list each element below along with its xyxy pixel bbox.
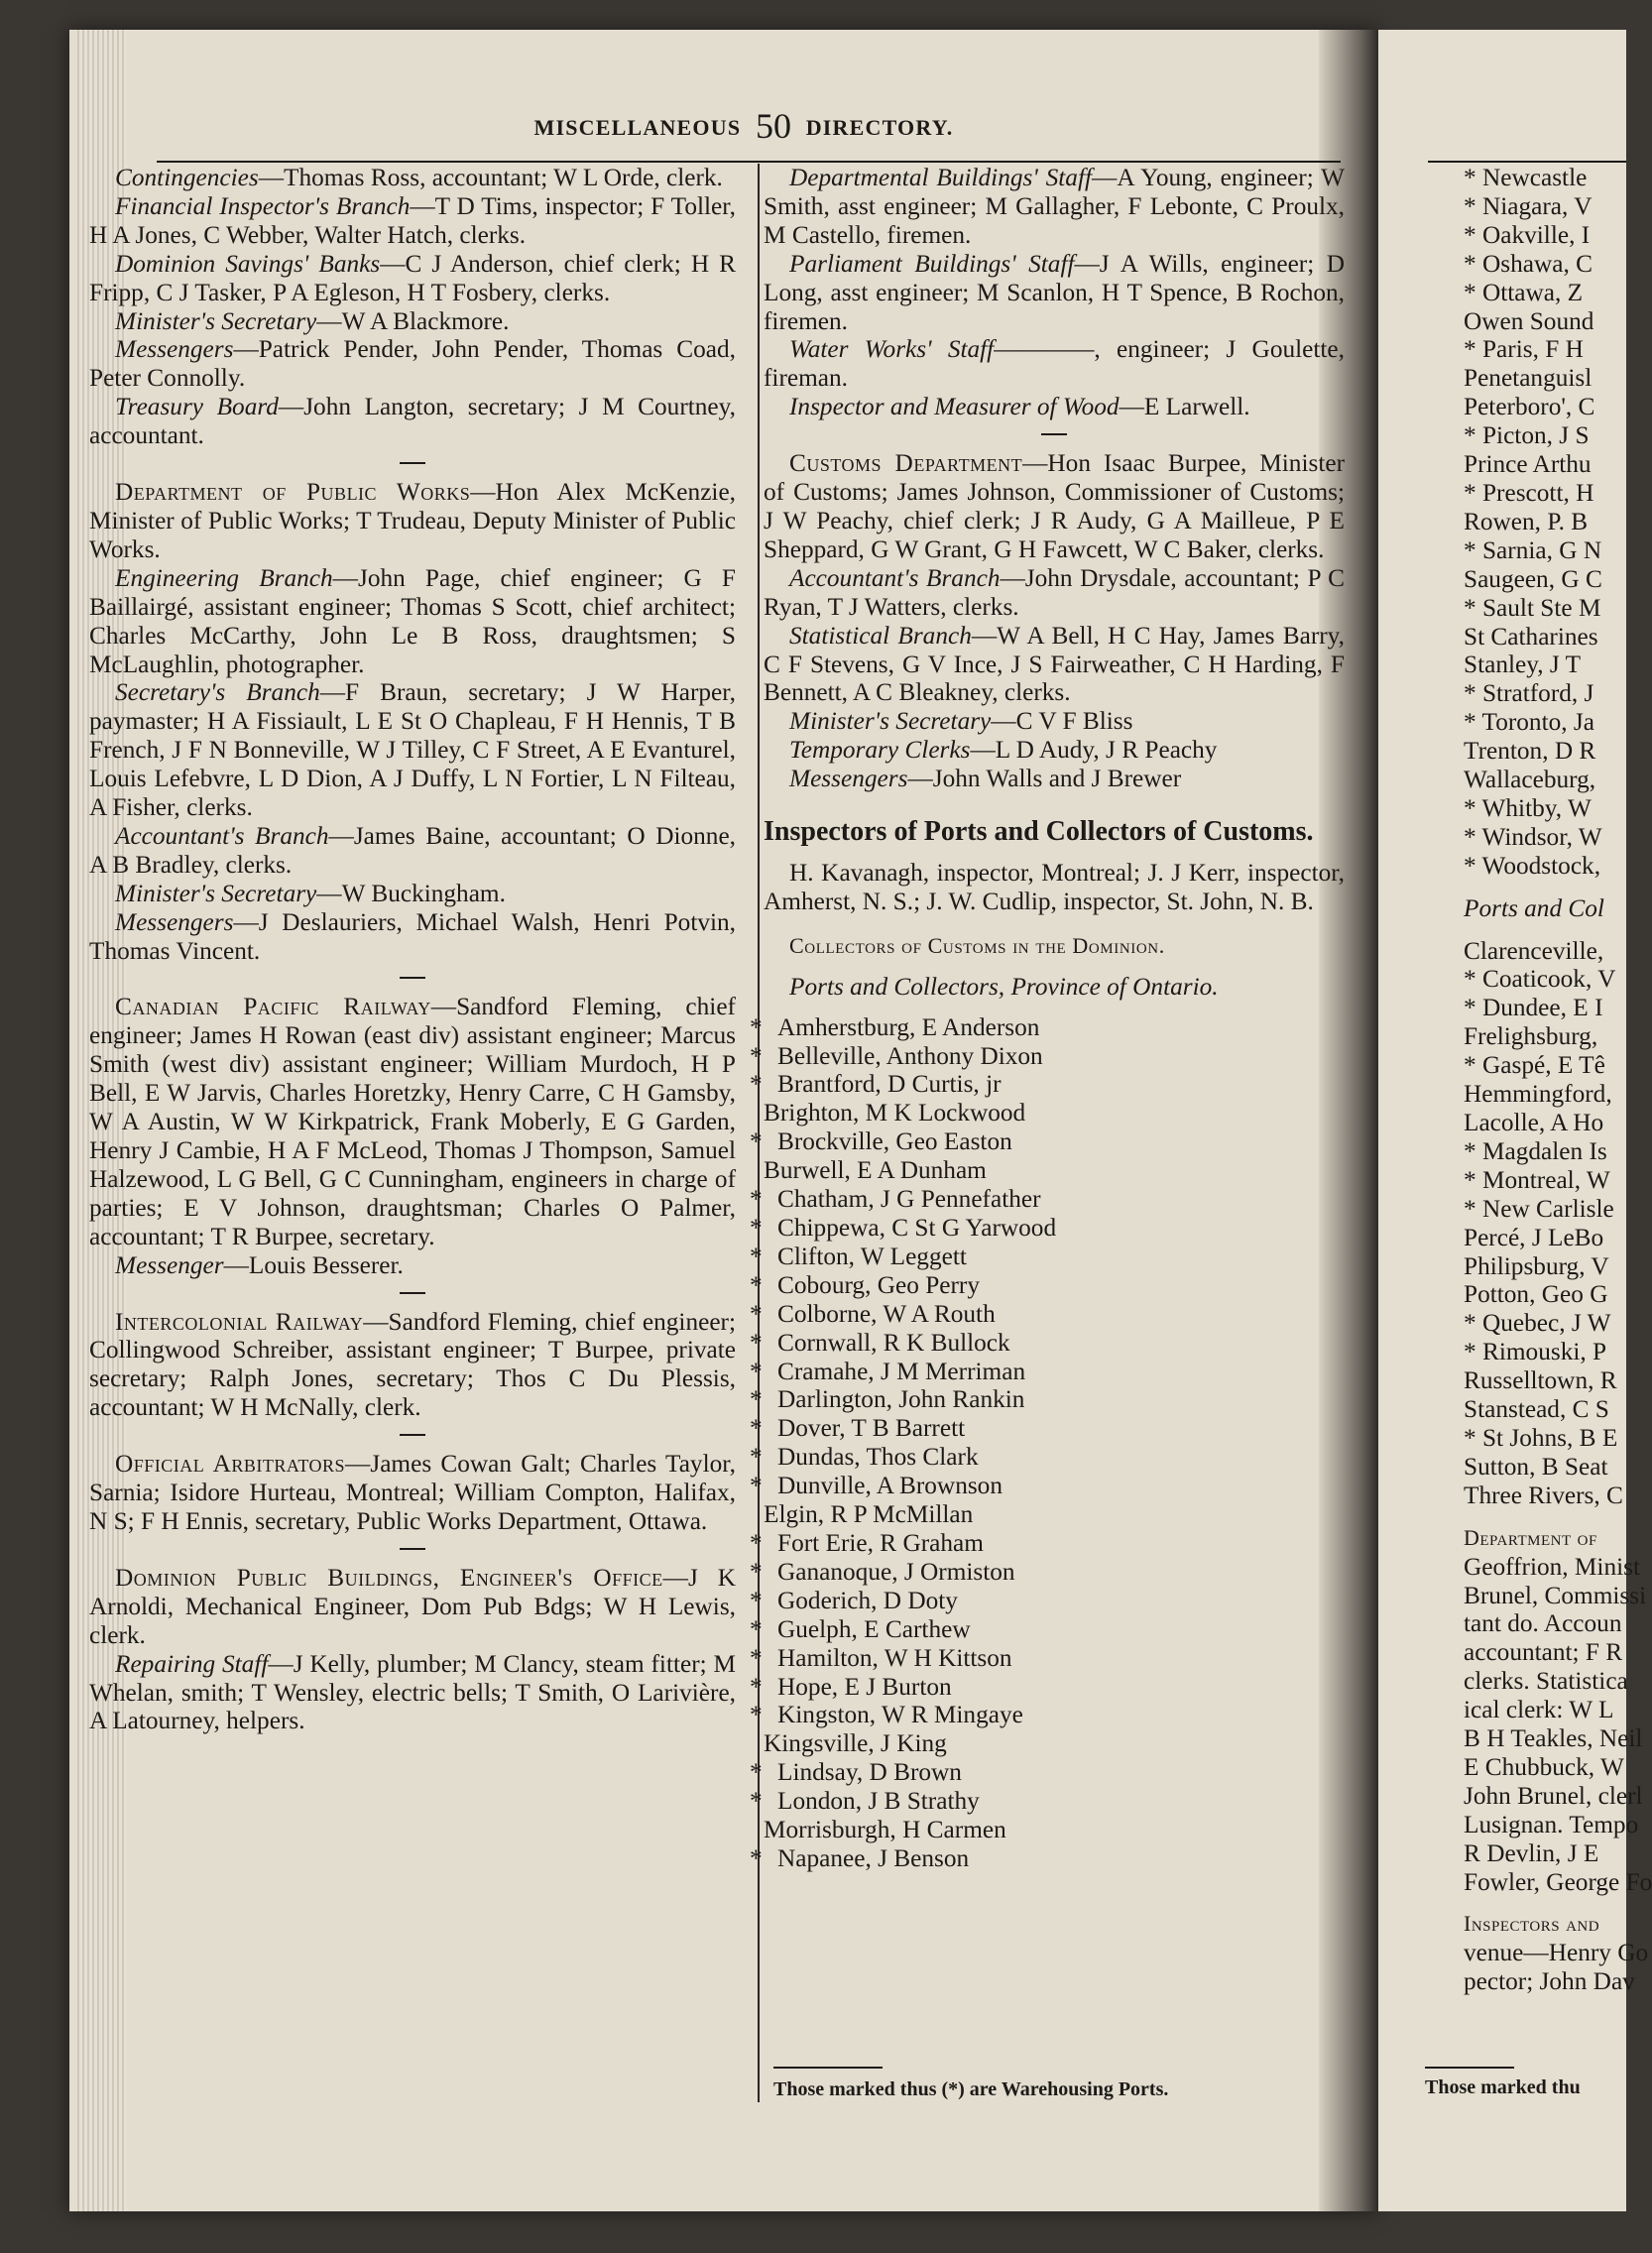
footnote: Those marked thus (*) are Warehousing Ports. <box>773 2078 1169 2100</box>
port-text: Amherstburg, E Anderson <box>777 1012 1040 1041</box>
entry-text: —J Kelly, plumber; M Clancy, steam fitter; M Whelan, smith; T Wensley, electric bells; T Smith, O Larivière, A Latourney, helpers. <box>89 1649 737 1735</box>
right-page-line: * Picton, J S <box>1464 421 1590 450</box>
port-text: Napanee, J Benson <box>777 1843 970 1872</box>
page-number: 50 <box>755 106 791 146</box>
port-entry <box>750 1070 1345 1099</box>
warehousing-mark: * <box>750 1528 763 1557</box>
header-left: MISCELLANEOUS <box>533 115 742 140</box>
entry-text: —Hon Isaac Burpee, Minister of Customs; James Johnson, Commissioner of Customs; J W Peachy, chief clerk; J R Audy, G A Mailleue, P E Sheppard, G W Grant, G H Fawcett, W C Baker, clerks. <box>764 449 1345 563</box>
entry-text: —A Young, engineer; W Smith, asst engineer; M Gallagher, F Lebonte, C Proulx, M Castello, firemen. <box>764 164 1346 249</box>
right-page-line: Peterboro', C <box>1464 393 1595 421</box>
warehousing-mark: * <box>750 1185 763 1214</box>
directory-entry <box>89 1650 736 1736</box>
port-entry <box>750 1586 1345 1615</box>
warehousing-mark: * <box>750 1012 763 1041</box>
port-entry <box>750 1328 1345 1358</box>
entry-title: Accountant's Branch <box>789 563 1001 592</box>
port-entry <box>750 1127 1345 1156</box>
warehousing-mark: * <box>750 1214 763 1242</box>
page-header <box>486 105 1002 147</box>
right-page-line: venue—Henry Go <box>1464 1939 1649 1967</box>
port-entry <box>764 1099 1345 1127</box>
spacer <box>1464 881 1652 894</box>
entry-title: Messengers <box>115 335 234 364</box>
directory-entry <box>764 707 1345 736</box>
entry-title: Messenger <box>115 1250 224 1279</box>
port-text: Cobourg, Geo Perry <box>777 1270 980 1299</box>
right-page-line: Stanley, J T <box>1464 651 1582 679</box>
warehousing-mark: * <box>750 1270 763 1299</box>
entry-text: —Patrick Pender, John Pender, Thomas Coad, Peter Connolly. <box>89 335 736 393</box>
header-rule <box>157 161 1341 163</box>
port-entry <box>750 1643 1345 1673</box>
port-entry <box>764 1729 1345 1758</box>
department-name: Dominion Public Buildings, Engineer's Office <box>115 1563 663 1592</box>
department-name: Department of Public Works <box>115 478 471 507</box>
right-page-line: Frelighsburg, <box>1464 1022 1598 1051</box>
entry-title: Departmental Buildings' Staff <box>789 164 1093 191</box>
right-page-line: Ports and Col <box>1464 893 1604 922</box>
department-name: Customs Department <box>789 449 1023 478</box>
port-text: Darlington, John Rankin <box>777 1385 1025 1414</box>
entry-title: Engineering Branch <box>115 563 333 592</box>
port-text: Morrisburgh, H Carmen <box>764 1816 1006 1844</box>
port-text: Brighton, M K Lockwood <box>764 1099 1026 1127</box>
right-page-line: * Quebec, J W <box>1464 1309 1611 1338</box>
directory-entry <box>89 880 736 908</box>
entry-text: —Hon Alex McKenzie, Minister of Public Works; T Trudeau, Deputy Minister of Public Works. <box>89 478 736 563</box>
department-name: Official Arbitrators <box>115 1450 346 1479</box>
right-page-line: Prince Arthu <box>1464 450 1592 479</box>
entry-title: Messengers <box>115 907 234 936</box>
port-entry <box>750 1270 1345 1300</box>
entry-text: —John Langton, secretary; J M Courtney, accountant. <box>89 393 736 450</box>
department-name: Canadian Pacific Railway <box>115 993 431 1021</box>
section-divider <box>400 977 425 979</box>
port-entry <box>764 1156 1345 1185</box>
right-page-line: Rowen, P. B <box>1464 507 1589 535</box>
port-entry <box>764 1816 1345 1844</box>
section-heading: Inspectors of Ports and Collectors of Customs. <box>764 816 1314 848</box>
entry-text: —John Page, chief engineer; G F Baillairgé, assistant engineer; Thomas S Scott, chief architect; Charles McCarthy, John Le B Ross, draughtsmen; S McLaughlin, photographer. <box>89 563 736 678</box>
entry-title: Accountant's Branch <box>115 821 329 850</box>
right-page-line: John Brunel, clerl <box>1464 1781 1643 1810</box>
port-entry <box>750 1672 1345 1702</box>
port-text: Cramahe, J M Merriman <box>777 1357 1026 1385</box>
port-entry <box>750 1472 1345 1500</box>
port-text: Cornwall, R K Bullock <box>777 1328 1010 1357</box>
entry-title: Parliament Buildings' Staff <box>789 249 1075 278</box>
warehousing-mark: * <box>750 1328 763 1357</box>
directory-entry <box>89 393 736 450</box>
entry-text: —L D Audy, J R Peachy <box>970 736 1218 765</box>
right-page-line: tant do. Accoun <box>1464 1609 1622 1638</box>
port-entry <box>750 1614 1345 1644</box>
directory-entry <box>764 250 1345 336</box>
warehousing-mark: * <box>750 1242 763 1270</box>
right-page-line: Three Rivers, C <box>1464 1481 1623 1509</box>
right-page-line: Sutton, B Seat <box>1464 1452 1608 1481</box>
directory-entry <box>764 164 1345 250</box>
warehousing-mark: * <box>750 1586 763 1614</box>
warehousing-mark: * <box>750 1758 763 1787</box>
right-page-line: E Chubbuck, W <box>1464 1752 1624 1781</box>
warehousing-mark: * <box>750 1443 763 1472</box>
right-page-line: * Rimouski, P <box>1464 1338 1607 1366</box>
right-page-line: * Sault Ste M <box>1464 593 1601 622</box>
entry-title: Dominion Savings' Banks <box>115 249 381 278</box>
right-page-line: accountant; F R <box>1464 1638 1623 1667</box>
port-entry <box>750 1843 1345 1873</box>
port-text: Belleville, Anthony Dixon <box>777 1041 1043 1070</box>
right-page-line: clerks. Statistica <box>1464 1667 1628 1696</box>
directory-entry <box>764 859 1345 916</box>
right-page-line: Brunel, Commissi <box>1464 1581 1647 1609</box>
directory-entry <box>89 335 736 393</box>
port-text: Kingston, W R Mingaye <box>777 1701 1023 1729</box>
directory-entry <box>89 822 736 880</box>
port-text: Guelph, E Carthew <box>777 1614 971 1643</box>
entry-title: Inspector and Measurer of Wood <box>789 393 1120 421</box>
port-entry <box>750 1357 1345 1386</box>
directory-entry <box>89 678 736 822</box>
entry-text: —W A Blackmore. <box>316 306 510 335</box>
port-text: Hope, E J Burton <box>777 1672 952 1701</box>
entry-title: Financial Inspector's Branch <box>115 191 411 220</box>
entry-text: —James Cowan Galt; Charles Taylor, Sarnia; Isidore Hurteau, Montreal; William Compton, Halifax, N S; F H Ennis, secretary, Public Works Department, Ottawa. <box>89 1450 736 1535</box>
warehousing-mark: * <box>750 1701 763 1729</box>
port-text: Brockville, Geo Easton <box>777 1127 1012 1156</box>
directory-entry <box>89 1450 736 1536</box>
spacer <box>1464 1896 1652 1910</box>
right-page-line: Inspectors and <box>1464 1911 1600 1937</box>
right-page-line: * New Carlisle <box>1464 1194 1614 1223</box>
entry-text: —Sandford Fleming, chief engineer; Collingwood Schreiber, assistant engineer; T Burpee, private secretary; Ralph Jones, secretary; Thos C Du Plessis, accountant; W H McNally, clerk. <box>89 1307 736 1422</box>
right-page-line: Philipsburg, V <box>1464 1251 1609 1280</box>
port-text: Fort Erie, R Graham <box>777 1528 984 1557</box>
entry-text: —E Larwell. <box>1119 393 1250 421</box>
entry-text: —Thomas Ross, accountant; W L Orde, clerk. <box>258 164 723 191</box>
port-text: Dunville, A Brownson <box>777 1472 1003 1500</box>
entry-text: —J K Arnoldi, Mechanical Engineer, Dom Pub Bdgs; W H Lewis, clerk. <box>89 1563 737 1649</box>
right-page-line: Department of <box>1464 1524 1597 1550</box>
section-divider <box>400 462 425 464</box>
directory-entry <box>89 192 736 250</box>
right-page-line: * Toronto, Ja <box>1464 708 1594 737</box>
subsection-heading: Collectors of Customs in the Dominion. <box>789 932 1165 958</box>
right-page-line: * Coaticook, V <box>1464 965 1616 994</box>
footnote-rule <box>773 2067 883 2069</box>
right-page-line: Potton, Geo G <box>1464 1280 1608 1309</box>
right-page-line: * Whitby, W <box>1464 793 1592 822</box>
middle-column <box>750 164 1346 1873</box>
warehousing-mark: * <box>750 1557 763 1586</box>
directory-entry <box>89 478 736 564</box>
right-page-line: Owen Sound <box>1464 306 1594 335</box>
entry-text: —John Drysdale, accountant; P C Ryan, T J Watters, clerks. <box>764 563 1345 621</box>
section-divider <box>1041 433 1067 435</box>
section-divider <box>400 1292 425 1294</box>
right-page-line: Lacolle, A Ho <box>1464 1109 1604 1136</box>
entry-text: —J Deslauriers, Michael Walsh, Henri Potvin, Thomas Vincent. <box>89 907 736 965</box>
port-text: Dundas, Thos Clark <box>777 1443 979 1472</box>
entry-text: —John Walls and J Brewer <box>907 765 1182 793</box>
entry-title: Statistical Branch <box>789 621 972 650</box>
warehousing-mark: * <box>750 1127 763 1156</box>
right-page-line: * Ottawa, Z <box>1464 278 1584 306</box>
right-page-line: * Sarnia, G N <box>1464 535 1602 564</box>
right-page-line: Hemmingford, <box>1464 1080 1612 1109</box>
entry-title: Water Works' Staff <box>789 335 995 364</box>
directory-entry <box>89 307 736 336</box>
right-page-rule <box>1428 161 1626 163</box>
port-text: Burwell, E A Dunham <box>764 1156 987 1185</box>
right-page-line: Geoffrion, Minist <box>1464 1552 1641 1581</box>
right-page-line: * Montreal, W <box>1464 1165 1610 1194</box>
port-text: Hamilton, W H Kittson <box>777 1643 1012 1672</box>
department-name: Intercolonial Railway <box>115 1307 364 1336</box>
port-text: Brantford, D Curtis, jr <box>777 1070 1002 1099</box>
right-page-line: ical clerk: W L <box>1464 1696 1614 1724</box>
warehousing-mark: * <box>750 1672 763 1701</box>
section-divider <box>400 1434 425 1436</box>
directory-entry <box>89 164 736 192</box>
directory-entry <box>764 335 1345 393</box>
right-page-line: * Dundee, E I <box>1464 994 1603 1022</box>
right-footnote-rule <box>1425 2067 1514 2069</box>
port-entry <box>750 1443 1345 1472</box>
warehousing-mark: * <box>750 1614 763 1643</box>
right-page-column <box>1464 164 1652 1996</box>
entry-text: H. Kavanagh, inspector, Montreal; J. J Kerr, inspector, Amherst, N. S.; J. W. Cudlip, inspector, St. John, N. B. <box>764 859 1345 915</box>
directory-entry <box>764 622 1345 708</box>
right-page-line: B H Teakles, Neil <box>1464 1724 1643 1753</box>
port-text: Chippewa, C St G Yarwood <box>777 1214 1057 1242</box>
port-text: London, J B Strathy <box>777 1787 980 1816</box>
port-entry <box>750 1787 1345 1816</box>
right-page-line: Fowler, George Fo <box>1464 1867 1652 1896</box>
port-text: Dover, T B Barrett <box>777 1414 966 1443</box>
right-page-line: Trenton, D R <box>1464 737 1596 766</box>
right-page-line: * Windsor, W <box>1464 822 1602 851</box>
province-heading: Ports and Collectors, Province of Ontario. <box>789 972 1219 1001</box>
section-divider <box>400 1548 425 1550</box>
header-right: DIRECTORY. <box>805 115 954 140</box>
warehousing-mark: * <box>750 1787 763 1816</box>
port-entry <box>750 1299 1345 1329</box>
port-text: Colborne, W A Routh <box>777 1299 996 1328</box>
right-page-line: Clarenceville, <box>1464 936 1604 965</box>
right-page-line: pector; John Dav <box>1464 1967 1635 1996</box>
left-column <box>89 164 736 1735</box>
port-text: Lindsay, D Brown <box>777 1758 962 1787</box>
directory-entry <box>764 393 1345 421</box>
port-text: Gananoque, J Ormiston <box>777 1557 1015 1586</box>
entry-title: Minister's Secretary <box>115 879 317 907</box>
entry-text: —C J Anderson, chief clerk; H R Fripp, C J Tasker, P A Egleson, H T Fosbery, clerks. <box>89 249 737 306</box>
port-text: Kingsville, J King <box>764 1729 947 1758</box>
right-page-line: * Oakville, I <box>1464 220 1591 249</box>
port-entry <box>764 1500 1345 1529</box>
spacer <box>1464 1510 1652 1524</box>
entry-title: Minister's Secretary <box>789 707 992 736</box>
spacer <box>1464 923 1652 937</box>
right-page-line: Lusignan. Tempo <box>1464 1810 1639 1838</box>
entry-text: —T D Tims, inspector; F Toller, H A Jones, C Webber, Walter Hatch, clerks. <box>89 191 736 249</box>
right-page-line: * St Johns, B E <box>1464 1423 1618 1452</box>
right-page-line: Wallaceburg, <box>1464 766 1596 794</box>
right-page-line: Penetanguisl <box>1464 364 1593 393</box>
entry-text: —F Braun, secretary; J W Harper, paymaster; H A Fissiault, L E St O Chapleau, F H Hennis, T B French, J F N Bonneville, W J Tilley, C F Street, A E Evanturel, Louis Lefebvre, L D Dion, A J Duffy, L N Fortier, L N Filteau, A Fisher, clerks. <box>89 678 736 822</box>
directory-entry <box>89 908 736 966</box>
right-page-line: * Niagara, V <box>1464 191 1593 220</box>
port-entry <box>750 1242 1345 1271</box>
port-entry <box>750 1041 1345 1071</box>
directory-entry <box>89 250 736 307</box>
right-page-line: Stanstead, C S <box>1464 1395 1609 1424</box>
port-text: Elgin, R P McMillan <box>764 1500 974 1529</box>
port-entry <box>750 1528 1345 1558</box>
directory-entry <box>764 736 1345 765</box>
right-page-line: R Devlin, J E <box>1464 1838 1599 1867</box>
warehousing-mark: * <box>750 1299 763 1328</box>
warehousing-mark: * <box>750 1414 763 1443</box>
directory-entry <box>764 449 1345 564</box>
entry-text: —C V F Bliss <box>991 707 1133 736</box>
port-entry <box>750 1214 1345 1243</box>
entry-text: —James Baine, accountant; O Dionne, A B Bradley, clerks. <box>89 821 736 879</box>
port-entry <box>750 1012 1345 1042</box>
port-text: Chatham, J G Pennefather <box>777 1185 1041 1214</box>
entry-text: —Sandford Fleming, chief engineer; James H Rowan (east div) assistant engineer; Marcus Smith (west div) assistant engineer; William Murdoch, H P Bell, E W Jarvis, Charles Horetzky, Henry Carre, C H Gamsby, W A Austin, W W Kirkpatrick, Frank Moberly, E G Garden, Henry J Cambie, H A F McLeod, Thomas J Thompson, Samuel Halzewood, L G Bell, G C Cunningham, engineers in charge of parties; E V Johnson, draughtsman; Charles O Palmer, accountant; T R Burpee, secretary. <box>89 993 736 1250</box>
warehousing-mark: * <box>750 1643 763 1672</box>
warehousing-mark: * <box>750 1041 763 1070</box>
entry-title: Messengers <box>789 765 908 793</box>
right-page-line: * Gaspé, E Tê <box>1464 1051 1605 1080</box>
entry-text: —W Buckingham. <box>316 879 506 907</box>
port-entry <box>750 1185 1345 1214</box>
entry-title: Temporary Clerks <box>789 736 971 765</box>
directory-entry <box>89 1251 736 1280</box>
right-page-line: Percé, J LeBo <box>1464 1223 1604 1251</box>
warehousing-mark: * <box>750 1385 763 1414</box>
directory-entry <box>89 993 736 1250</box>
right-page-line: * Newcastle <box>1464 164 1588 191</box>
entry-text: ————, engineer; J Goulette, fireman. <box>764 335 1345 393</box>
warehousing-mark: * <box>750 1070 763 1099</box>
entry-text: —J A Wills, engineer; D Long, asst engineer; M Scanlon, H T Spence, B Rochon, firemen. <box>764 249 1345 335</box>
right-page-line: Russelltown, R <box>1464 1366 1617 1395</box>
right-page-line: * Prescott, H <box>1464 478 1594 507</box>
right-page-line: * Magdalen Is <box>1464 1136 1607 1165</box>
port-text: Goderich, D Doty <box>777 1586 958 1614</box>
directory-entry <box>89 1308 736 1423</box>
right-page-footnote: Those marked thu <box>1425 2076 1581 2098</box>
port-entry <box>750 1557 1345 1587</box>
port-text: Clifton, W Leggett <box>777 1242 967 1270</box>
right-page-line: St Catharines <box>1464 622 1598 651</box>
port-entry <box>750 1414 1345 1443</box>
entry-title: Contingencies <box>115 164 259 191</box>
entry-text: —Louis Besserer. <box>223 1250 404 1279</box>
directory-entry <box>89 1564 736 1650</box>
warehousing-mark: * <box>750 1472 763 1500</box>
right-page-line: * Stratford, J <box>1464 679 1594 708</box>
entry-title: Repairing Staff <box>115 1649 269 1678</box>
entry-title: Secretary's Branch <box>115 678 320 707</box>
warehousing-mark: * <box>750 1357 763 1385</box>
entry-title: Treasury Board <box>115 393 279 421</box>
directory-entry <box>764 765 1345 793</box>
right-page-line: * Woodstock, <box>1464 851 1601 880</box>
port-entry <box>750 1758 1345 1787</box>
right-page-line: * Paris, F H <box>1464 335 1584 364</box>
right-page-line: * Oshawa, C <box>1464 249 1593 278</box>
directory-entry <box>764 564 1345 622</box>
entry-title: Minister's Secretary <box>115 306 317 335</box>
port-entry <box>750 1701 1345 1729</box>
warehousing-mark: * <box>750 1843 763 1872</box>
port-entry <box>750 1385 1345 1414</box>
entry-text: —W A Bell, H C Hay, James Barry, C F Stevens, G V Ince, J S Fairweather, C H Harding, F Bennett, A C Bleakney, clerks. <box>764 621 1345 707</box>
directory-entry <box>89 564 736 679</box>
right-page-line: Saugeen, G C <box>1464 564 1602 593</box>
